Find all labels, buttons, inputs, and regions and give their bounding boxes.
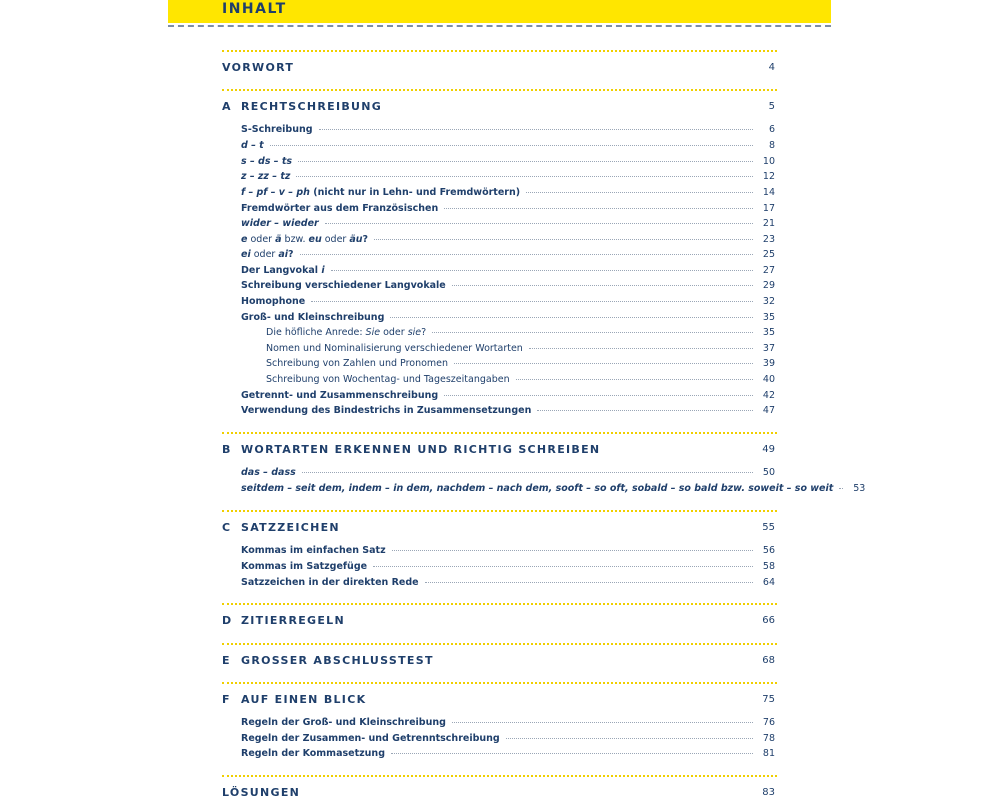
section-divider — [222, 775, 777, 777]
dot-leader — [839, 488, 843, 489]
entry-title: Schreibung von Zahlen und Pronomen — [266, 358, 449, 369]
dot-leader — [529, 348, 753, 349]
section-divider — [222, 510, 777, 512]
page-title: INHALT — [222, 1, 287, 17]
section-title: SATZZEICHEN — [241, 521, 340, 534]
section-title: AUF EINEN BLICK — [241, 693, 367, 706]
dot-leader — [537, 410, 753, 411]
entry-page: 35 — [762, 312, 775, 323]
entry-title: Die höfliche Anrede: Sie oder sie? — [266, 327, 427, 338]
toc-entry[interactable] — [241, 123, 775, 137]
toc-subentry[interactable] — [266, 342, 775, 356]
entry-page: 50 — [762, 467, 775, 478]
entry-page: 42 — [762, 390, 775, 401]
entry-page: 14 — [762, 187, 775, 198]
toc-entry[interactable] — [241, 544, 775, 558]
section-divider — [222, 603, 777, 605]
section-letter: B — [222, 443, 232, 456]
entry-page: 37 — [762, 343, 775, 354]
entry-title: e oder ä bzw. eu oder äu? — [241, 234, 369, 245]
entry-page: 32 — [762, 296, 775, 307]
dot-leader — [270, 145, 753, 146]
section-e[interactable] — [222, 653, 775, 669]
entry-title: Satzzeichen in der direkten Rede — [241, 577, 419, 588]
entry-title: Kommas im einfachen Satz — [241, 545, 386, 556]
dot-leader — [444, 395, 753, 396]
section-letter: A — [222, 100, 232, 113]
section-divider — [222, 643, 777, 645]
toc-entry[interactable] — [241, 747, 775, 761]
toc-entry[interactable] — [241, 139, 775, 153]
entry-title: Verwendung des Bindestrichs in Zusammensetzungen — [241, 405, 532, 416]
dot-leader — [331, 270, 753, 271]
entry-title: Getrennt- und Zusammenschreibung — [241, 390, 439, 401]
section-c[interactable] — [222, 520, 775, 536]
dot-leader — [452, 722, 753, 723]
entry-page: 40 — [762, 374, 775, 385]
dot-leader — [432, 332, 753, 333]
entry-page: 29 — [762, 280, 775, 291]
entry-title: seitdem – seit dem, indem – in dem, nachdem – nach dem, sooft – so oft, sobald – so bald bzw. soweit – so weit — [241, 483, 834, 494]
entry-page: 76 — [762, 717, 775, 728]
section-divider — [222, 682, 777, 684]
section-page: 66 — [762, 615, 775, 626]
entry-title: Schreibung von Wochentag- und Tageszeitangaben — [266, 374, 510, 385]
toc-entry[interactable] — [241, 279, 775, 293]
entry-title: Homophone — [241, 296, 306, 307]
section-title: RECHTSCHREIBUNG — [241, 100, 383, 113]
dot-leader — [516, 379, 753, 380]
section-a[interactable] — [222, 99, 775, 115]
toc-entry[interactable] — [241, 202, 775, 216]
section-page: 4 — [768, 62, 775, 73]
section-title: VORWORT — [222, 61, 295, 74]
entry-page: 35 — [762, 327, 775, 338]
entry-page: 78 — [762, 733, 775, 744]
section-page: 75 — [762, 694, 775, 705]
entry-title: Schreibung verschiedener Langvokale — [241, 280, 446, 291]
entry-page: 17 — [762, 203, 775, 214]
toc-entry[interactable] — [241, 576, 775, 590]
toc-entry[interactable] — [241, 482, 866, 496]
section-divider — [222, 50, 777, 52]
section-page: 5 — [768, 101, 775, 112]
entry-title: d – t — [241, 140, 264, 151]
entry-page: 27 — [762, 265, 775, 276]
toc-entry[interactable] — [241, 560, 775, 574]
entry-title: Nomen und Nominalisierung verschiedener Wortarten — [266, 343, 523, 354]
dot-leader — [506, 738, 753, 739]
toc-entry[interactable] — [241, 233, 775, 247]
dot-leader — [526, 192, 753, 193]
section-page: 83 — [762, 787, 775, 798]
section-divider — [222, 432, 777, 434]
entry-title: ei oder ai? — [241, 249, 294, 260]
entry-page: 25 — [762, 249, 775, 260]
section-page: 49 — [762, 444, 775, 455]
entry-title: Regeln der Kommasetzung — [241, 748, 385, 759]
dot-leader — [300, 254, 753, 255]
dot-leader — [391, 753, 753, 754]
dot-leader — [444, 208, 753, 209]
entry-title: Groß- und Kleinschreibung — [241, 312, 385, 323]
toc-entry[interactable] — [241, 389, 775, 403]
dot-leader — [296, 176, 753, 177]
entry-title: z – zz – tz — [241, 171, 291, 182]
toc-entry[interactable] — [241, 170, 775, 184]
dot-leader — [302, 472, 753, 473]
entry-title: Regeln der Zusammen- und Getrenntschreibung — [241, 733, 500, 744]
entry-page: 53 — [853, 483, 866, 494]
entry-title: wider – wieder — [241, 218, 319, 229]
entry-title: f – pf – v – ph (nicht nur in Lehn- und Fremdwörtern) — [241, 187, 521, 198]
entry-title: S-Schreibung — [241, 124, 313, 135]
dot-leader — [390, 317, 753, 318]
dot-leader — [319, 129, 753, 130]
entry-page: 10 — [762, 156, 775, 167]
entry-page: 12 — [762, 171, 775, 182]
section-letter: D — [222, 614, 233, 627]
entry-title: Fremdwörter aus dem Französischen — [241, 203, 439, 214]
section-divider — [222, 89, 777, 91]
entry-page: 23 — [762, 234, 775, 245]
section-title: LÖSUNGEN — [222, 786, 301, 799]
section-page: 55 — [762, 522, 775, 533]
dot-leader — [454, 363, 753, 364]
dot-leader — [425, 582, 753, 583]
section-f[interactable] — [222, 692, 775, 708]
dot-leader — [392, 550, 753, 551]
entry-title: das – dass — [241, 467, 296, 478]
section-letter: F — [222, 693, 231, 706]
section-title: WORTARTEN ERKENNEN UND RICHTIG SCHREIBEN — [241, 443, 601, 456]
toc-entry[interactable] — [241, 311, 775, 325]
toc-entry[interactable] — [241, 732, 775, 746]
toc-entry[interactable] — [241, 186, 775, 200]
toc-subentry[interactable] — [266, 373, 775, 387]
dot-leader — [298, 161, 753, 162]
dot-leader — [373, 566, 753, 567]
toc-entry[interactable] — [241, 466, 775, 480]
entry-page: 21 — [762, 218, 775, 229]
entry-page: 81 — [762, 748, 775, 759]
toc-entry[interactable] — [241, 716, 775, 730]
entry-page: 39 — [762, 358, 775, 369]
toc-entry[interactable] — [241, 217, 775, 231]
toc-subentry[interactable] — [266, 357, 775, 371]
section-loesungen[interactable] — [222, 785, 775, 801]
section-d[interactable] — [222, 613, 775, 629]
entry-page: 47 — [762, 405, 775, 416]
dot-leader — [325, 223, 753, 224]
entry-title: Regeln der Groß- und Kleinschreibung — [241, 717, 446, 728]
section-page: 68 — [762, 655, 775, 666]
toc-entry[interactable] — [241, 295, 775, 309]
section-title: GROSSER ABSCHLUSSTEST — [241, 654, 434, 667]
entry-title: s – ds – ts — [241, 156, 293, 167]
entry-title: Kommas im Satzgefüge — [241, 561, 368, 572]
entry-page: 64 — [762, 577, 775, 588]
toc-entry[interactable] — [241, 404, 775, 418]
dot-leader — [311, 301, 753, 302]
toc-entry[interactable] — [241, 264, 775, 278]
entry-page: 8 — [768, 140, 775, 151]
toc-entry[interactable] — [241, 248, 775, 262]
toc-entry[interactable] — [241, 155, 775, 169]
entry-title: Der Langvokal i — [241, 265, 325, 276]
section-b[interactable] — [222, 442, 775, 458]
entry-page: 56 — [762, 545, 775, 556]
section-letter: E — [222, 654, 231, 667]
dot-leader — [452, 285, 753, 286]
header-divider — [168, 25, 831, 27]
toc-subentry[interactable] — [266, 326, 775, 340]
section-title: ZITIERREGELN — [241, 614, 345, 627]
section-vorwort[interactable] — [222, 60, 775, 76]
entry-page: 58 — [762, 561, 775, 572]
dot-leader — [374, 239, 753, 240]
entry-page: 6 — [768, 124, 775, 135]
section-letter: C — [222, 521, 232, 534]
